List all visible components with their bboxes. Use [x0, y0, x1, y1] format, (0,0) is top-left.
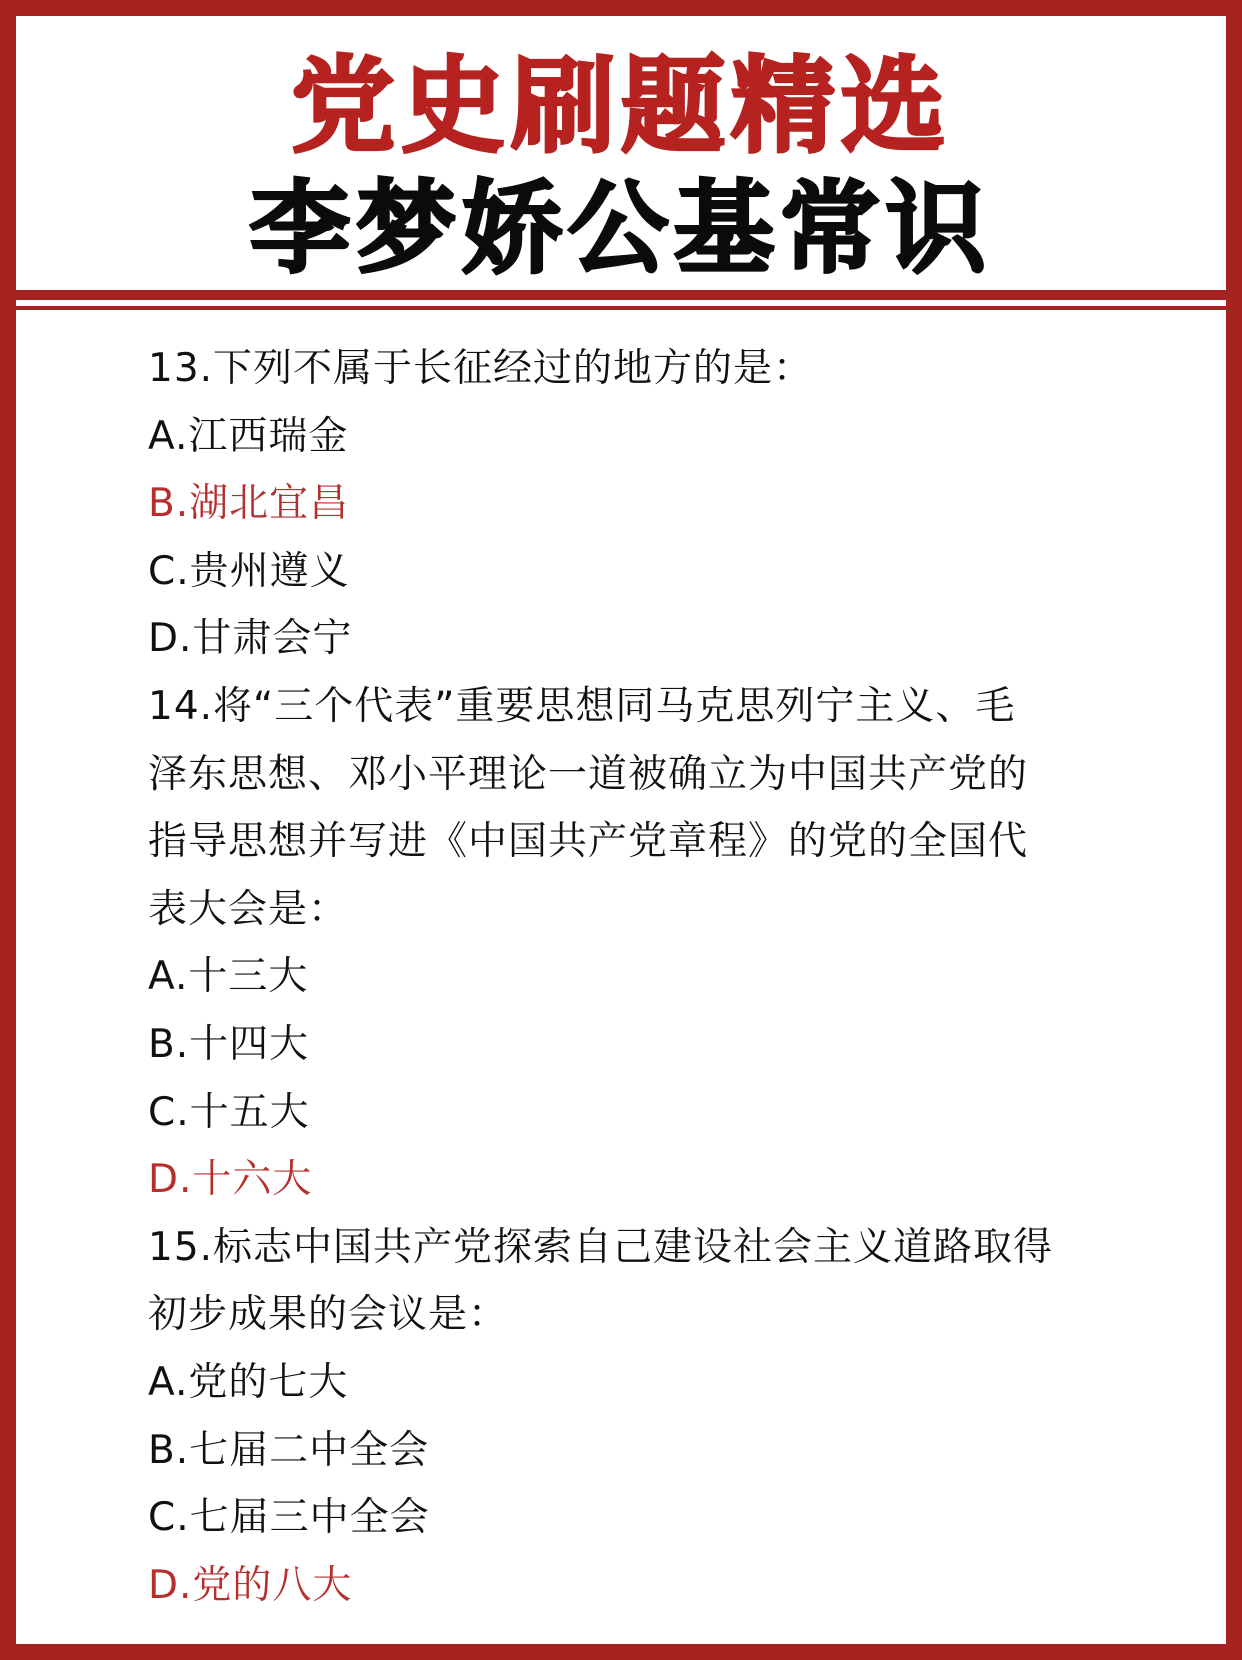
- question-text: 14.将“三个代表”重要思想同马克思列宁主义、毛: [148, 683, 1016, 729]
- question-text: 指导思想并写进《中国共产党章程》的党的全国代: [148, 819, 1029, 865]
- question-block: [148, 1214, 1108, 1620]
- question-text: 13.下列不属于长征经过的地方的是：: [148, 346, 814, 391]
- page-title: 党史刷题精选: [290, 45, 951, 167]
- header-divider-thin: [16, 306, 1226, 310]
- option-a: A.十三大: [148, 954, 309, 1000]
- option-b: B.七届二中全会: [148, 1427, 430, 1473]
- option-c: C.贵州遵义: [148, 548, 350, 594]
- header-divider-thick: [16, 290, 1226, 300]
- question-text: 表大会是：: [148, 886, 349, 932]
- option-d: D.甘肃会宁: [148, 616, 353, 662]
- option-a: A.江西瑞金: [148, 413, 349, 459]
- question-block: [148, 673, 1108, 1214]
- question-block: [148, 335, 1108, 673]
- question-text: 泽东思想、邓小平理论一道被确立为中国共产党的: [148, 751, 1029, 797]
- option-b: B.湖北宜昌: [148, 481, 350, 527]
- page-subtitle: 李梦娇公基常识: [250, 170, 992, 287]
- question-text: 初步成果的会议是：: [148, 1292, 509, 1338]
- option-d: D.十六大: [148, 1157, 313, 1203]
- option-c: C.十五大: [148, 1089, 310, 1135]
- option-a: A.党的七大: [148, 1359, 349, 1405]
- question-list: [148, 335, 1108, 1619]
- option-c: C.七届三中全会: [148, 1495, 430, 1541]
- option-b: B.十四大: [148, 1021, 310, 1067]
- header: [16, 16, 1226, 290]
- question-text: 15.标志中国共产党探索自己建设社会主义道路取得: [148, 1224, 1054, 1270]
- option-d: D.党的八大: [148, 1562, 353, 1608]
